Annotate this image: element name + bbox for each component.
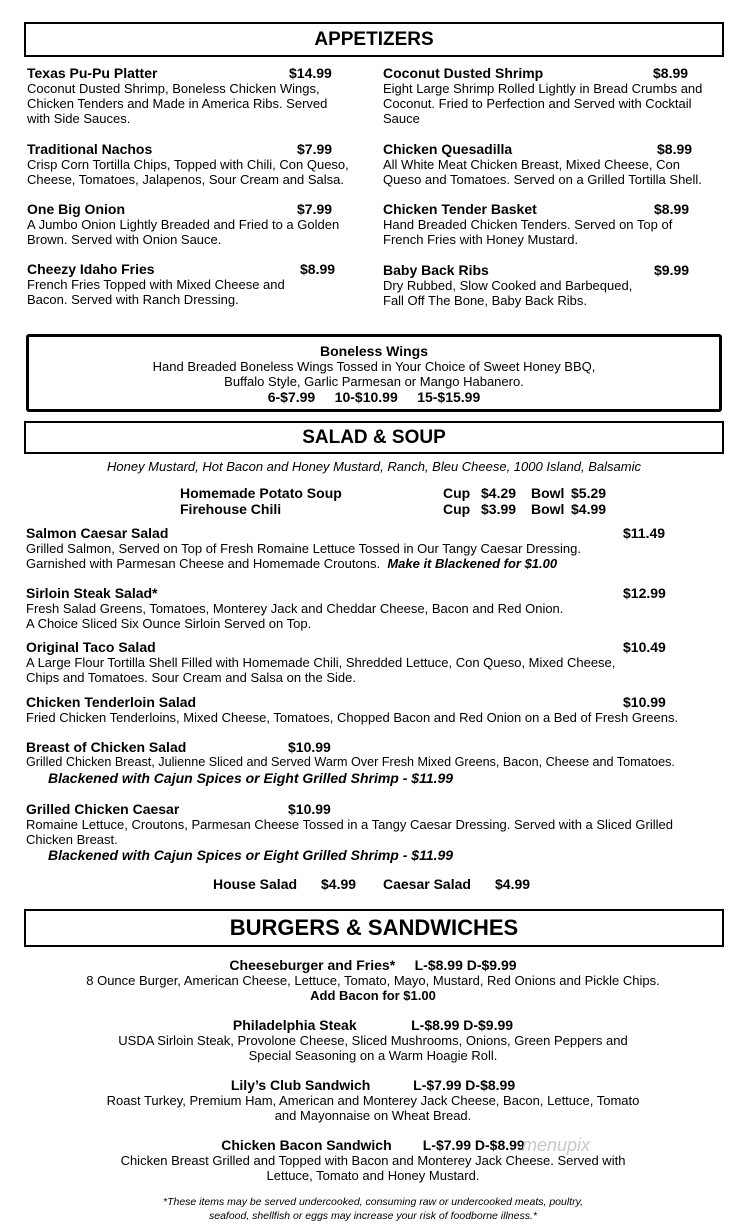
item-desc: Romaine Lettuce, Croutons, Parmesan Cheese Tossed in a Tangy Caesar Dressing. Served with a Sliced Grilled (26, 817, 673, 832)
cup-label: Cup (443, 501, 471, 517)
appetizer-right-1 (383, 65, 733, 126)
item-desc: Roast Turkey, Premium Ham, American and Monterey Jack Cheese, Bacon, Lettuce, Tomato (106, 1093, 640, 1108)
item-desc: Fall Off The Bone, Baby Back Ribs. (383, 293, 588, 308)
item-name: Cheeseburger and Fries* (229, 957, 396, 973)
salad-item-2 (26, 585, 726, 631)
boneless-wings-box (26, 334, 722, 412)
item-desc: Garnished with Parmesan Cheese and Homemade Croutons. (26, 556, 381, 571)
item-desc: Sauce (383, 111, 420, 126)
item-desc: Coconut Dusted Shrimp, Boneless Chicken Wings, (27, 81, 320, 96)
item-name: Chicken Quesadilla (383, 141, 513, 157)
item-desc: All White Meat Chicken Breast, Mixed Cheese, Con (383, 157, 680, 172)
appetizer-right-3 (383, 201, 733, 247)
item-desc: 8 Ounce Burger, American Cheese, Lettuce, Tomato, Mayo, Mustard, Red Onions and Pickle Chips. (86, 973, 660, 988)
item-desc: French Fries with Honey Mustard. (383, 232, 579, 247)
item-name: Lily’s Club Sandwich (230, 1077, 371, 1093)
soup-name: Homemade Potato Soup (180, 485, 342, 501)
item-price: $11.49 (623, 525, 666, 541)
item-name: Chicken Tenderloin Salad (26, 694, 197, 710)
item-name: Breast of Chicken Salad (26, 739, 187, 755)
salad-item-3 (26, 639, 726, 685)
item-desc: French Fries Topped with Mixed Cheese and (27, 277, 285, 292)
disclaimer-line: seafood, shellfish or eggs may increase your risk of foodborne illness.* (208, 1210, 537, 1222)
item-price: $10.99 (623, 694, 666, 710)
item-note: Blackened with Cajun Spices or Eight Grilled Shrimp (48, 770, 399, 786)
item-price: L-$7.99 D-$8.99 (422, 1137, 525, 1153)
appetizer-left-1 (27, 65, 367, 126)
watermark: menupix (522, 1135, 591, 1155)
item-name: Philadelphia Steak (232, 1017, 357, 1033)
bowl-label: Bowl (531, 501, 565, 517)
salad-item-5 (26, 739, 741, 786)
item-desc: A Large Flour Tortilla Shell Filled with Homemade Chili, Shredded Lettuce, Con Queso, Mixed Cheese, (26, 655, 616, 670)
item-note-price: - $11.99 (402, 847, 454, 863)
item-desc: A Choice Sliced Six Ounce Sirloin Served on Top. (26, 616, 312, 631)
appetizer-right-2 (383, 141, 733, 187)
item-desc: Lettuce, Tomato and Honey Mustard. (266, 1168, 480, 1183)
section-title: SALAD & SOUP (302, 426, 446, 448)
item-price: $8.99 (653, 65, 689, 81)
wings-price-10: 10-$10.99 (334, 389, 398, 405)
item-desc: Cheese, Tomatoes, Jalapenos, Sour Cream and Salsa. (27, 172, 344, 187)
appetizer-left-2 (27, 141, 367, 187)
item-name: Original Taco Salad (26, 639, 156, 655)
item-desc: USDA Sirloin Steak, Provolone Cheese, Sliced Mushrooms, Onions, Green Peppers and (118, 1033, 628, 1048)
bowl-label: Bowl (531, 485, 565, 501)
item-price: L-$8.99 D-$9.99 (411, 1017, 514, 1033)
item-note-price: - $11.99 (402, 770, 454, 786)
item-desc: Fried Chicken Tenderloins, Mixed Cheese, Tomatoes, Chopped Bacon and Red Onion on a Bed of Fresh Greens. (26, 710, 679, 725)
cup-price: $4.29 (481, 485, 517, 501)
wings-price-15: 15-$15.99 (417, 389, 481, 405)
item-price: $10.99 (288, 801, 331, 817)
item-desc: Eight Large Shrimp Rolled Lightly in Bread Crumbs and (383, 81, 703, 96)
item-name: One Big Onion (27, 201, 125, 217)
item-price: $12.99 (623, 585, 666, 601)
item-price: $7.99 (297, 141, 333, 157)
item-desc: Fresh Salad Greens, Tomatoes, Monterey Jack and Cheddar Cheese, Bacon and Red Onion. (26, 601, 564, 616)
wings-desc: Hand Breaded Boneless Wings Tossed in Your Choice of Sweet Honey BBQ, (152, 359, 596, 374)
appetizer-right-4 (383, 262, 733, 308)
item-price: $8.99 (300, 261, 336, 277)
side-salad-price: $4.99 (495, 876, 531, 892)
item-extra: Add Bacon for $1.00 (310, 988, 436, 1003)
item-desc: Coconut. Fried to Perfection and Served with Cocktail (383, 96, 692, 111)
salad-soup-header (24, 421, 724, 454)
item-desc: Dry Rubbed, Slow Cooked and Barbequed, (383, 278, 633, 293)
soup-name: Firehouse Chili (180, 501, 282, 517)
item-note: Make it Blackened for $1.00 (387, 556, 558, 571)
footer-disclaimer (0, 1195, 746, 1223)
wings-title: Boneless Wings (319, 343, 428, 359)
item-price: $10.49 (623, 639, 666, 655)
item-desc: Chicken Tenders and Made in America Ribs. Served (27, 96, 328, 111)
item-name: Cheezy Idaho Fries (27, 261, 155, 277)
appetizers-header (24, 22, 724, 57)
item-desc: Crisp Corn Tortilla Chips, Topped with Chili, Con Queso, (27, 157, 349, 172)
item-desc: with Side Sauces. (27, 111, 131, 126)
item-note: Blackened with Cajun Spices or Eight Grilled Shrimp (48, 847, 399, 863)
side-salad-price: $4.99 (321, 876, 357, 892)
item-name: Sirloin Steak Salad* (26, 585, 158, 601)
bowl-price: $4.99 (571, 501, 607, 517)
item-name: Baby Back Ribs (383, 262, 489, 278)
item-price: $10.99 (288, 739, 331, 755)
salad-item-1 (26, 525, 726, 571)
item-desc: Bacon. Served with Ranch Dressing. (27, 292, 239, 307)
section-title: BURGERS & SANDWICHES (229, 915, 519, 940)
item-desc: Queso and Tomatoes. Served on a Grilled Tortilla Shell. (383, 172, 702, 187)
appetizer-left-3 (27, 201, 367, 247)
item-name: Salmon Caesar Salad (26, 525, 169, 541)
item-price: $7.99 (297, 201, 333, 217)
burgers-header (24, 909, 724, 947)
item-price: $8.99 (654, 201, 690, 217)
cup-price: $3.99 (481, 501, 517, 517)
cup-label: Cup (443, 485, 471, 501)
item-name: Chicken Bacon Sandwich (221, 1137, 392, 1153)
burger-item-1 (0, 957, 746, 1003)
side-salad-name: Caesar Salad (383, 876, 471, 892)
item-desc: Brown. Served with Onion Sauce. (27, 232, 222, 247)
wings-prices (29, 389, 719, 405)
item-price: L-$8.99 D-$9.99 (414, 957, 517, 973)
item-price: L-$7.99 D-$8.99 (413, 1077, 516, 1093)
side-salad-name: House Salad (213, 876, 298, 892)
dressing-list: Honey Mustard, Hot Bacon and Honey Mustard, Ranch, Bleu Cheese, 1000 Island, Balsamic (106, 459, 641, 474)
appetizer-left-4 (27, 261, 367, 307)
salad-item-6 (26, 801, 736, 863)
item-desc: Chicken Breast Grilled and Topped with Bacon and Monterey Jack Cheese. Served with (120, 1153, 626, 1168)
item-name: Chicken Tender Basket (383, 201, 537, 217)
item-desc: Chips and Tomatoes. Sour Cream and Salsa on the Side. (26, 670, 357, 685)
item-desc: Grilled Chicken Breast, Julienne Sliced and Served Warm Over Fresh Mixed Greens, Bacon, Cheese and Tomatoes. (26, 755, 675, 769)
item-price: $9.99 (654, 262, 690, 278)
item-desc: A Jumbo Onion Lightly Breaded and Fried to a Golden (27, 217, 340, 232)
burger-item-2 (0, 1017, 746, 1063)
wings-desc: Buffalo Style, Garlic Parmesan or Mango Habanero. (224, 374, 524, 389)
item-name: Traditional Nachos (27, 141, 153, 157)
salad-item-4 (26, 694, 736, 725)
item-name: Grilled Chicken Caesar (26, 801, 180, 817)
item-price: $8.99 (657, 141, 693, 157)
disclaimer-line: *These items may be served undercooked, consuming raw or undercooked meats, poultry, (162, 1196, 583, 1208)
item-name: Coconut Dusted Shrimp (383, 65, 544, 81)
wings-price-6: 6-$7.99 (267, 389, 316, 405)
item-desc: Special Seasoning on a Warm Hoagie Roll. (248, 1048, 498, 1063)
item-desc: Hand Breaded Chicken Tenders. Served on Top of (383, 217, 673, 232)
item-desc: Chicken Breast. (26, 832, 118, 847)
item-price: $14.99 (289, 65, 332, 81)
bowl-price: $5.29 (571, 485, 607, 501)
burger-item-4 (0, 1137, 746, 1183)
item-desc: Grilled Salmon, Served on Top of Fresh Romaine Lettuce Tossed in Our Tangy Caesar Dressing. (26, 541, 581, 556)
item-name: Texas Pu-Pu Platter (27, 65, 158, 81)
section-title: APPETIZERS (314, 28, 434, 50)
burger-item-3 (0, 1077, 746, 1123)
item-desc: and Mayonnaise on Wheat Bread. (274, 1108, 472, 1123)
